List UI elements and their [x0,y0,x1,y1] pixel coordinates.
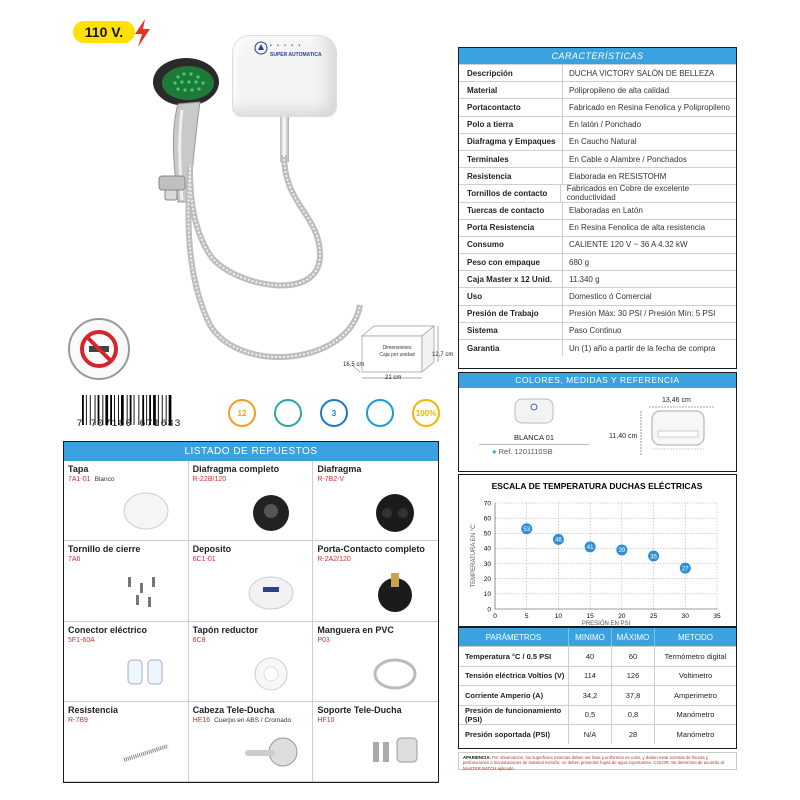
box-dims-caption [362,345,432,358]
part-image-icon [241,650,301,694]
characteristic-value: En Cable o Alambre / Ponchados [569,154,687,164]
part-description: Cuerpo en ABS / Cromado [214,716,292,724]
parameters-cell: Presión soportada (PSI) [459,725,569,744]
part-name: Deposito [192,544,232,555]
parameters-panel [458,627,737,749]
100-percent-badge [412,399,440,427]
part-card [313,702,438,782]
parameters-row [459,666,736,686]
y-tick-label: 20 [483,576,491,584]
characteristic-value: Paso Continuo [569,326,622,336]
x-tick-label: 30 [681,613,689,620]
characteristic-row [459,98,736,115]
part-image-icon [241,569,301,613]
parameters-header-cell: MÁXIMO [612,628,655,646]
parameters-table [459,628,736,744]
part-card [189,702,314,782]
parameters-cell: 126 [612,667,655,686]
badge-text: 3 [331,408,337,418]
parameters-cell: Corriente Amperio (A) [459,686,569,705]
heater-thumbnail-icon [511,397,557,427]
parameters-cell: 0,5 [569,706,612,725]
parameters-cell: Temperatura °C / 0.5 PSI [459,647,569,666]
characteristic-value: Fabricados en Cobre de excelente conductividad [566,184,690,203]
characteristic-key: Porta Resistencia [459,220,563,236]
characteristic-row [459,339,736,356]
water-drop-badge [366,399,394,427]
characteristic-key: Portacontacto [459,99,563,115]
characteristic-value: Elaborada en RESISTOHM [569,171,667,181]
box-depth-label: 16,5 cm [343,362,365,368]
part-name: Conector eléctrico [68,624,148,635]
y-tick-label: 70 [483,500,491,508]
part-name: Tornillo de cierre [68,544,141,555]
parameters-header-cell: MINIMO [569,628,612,646]
y-tick-label: 0 [487,606,491,614]
badge-text: 100% [415,408,437,418]
characteristic-value: Polipropileno de alta calidad [569,85,670,95]
reference-line [492,447,553,456]
part-card [313,461,438,541]
part-card [64,461,189,541]
part-code-value: HE16 [192,716,211,724]
box-width-label: 21 cm [385,375,402,381]
characteristic-row [459,236,736,253]
part-image-icon [365,489,425,533]
data-label: 39 [618,548,626,555]
y-tick-label: 50 [483,530,491,538]
appearance-footnote [458,752,737,770]
box-height-label: 12,7 cm [432,352,454,358]
part-code [317,476,434,483]
parameters-cell: 28 [612,725,655,744]
part-code [193,476,309,483]
parameters-row [459,724,736,744]
part-name: Diafragma completo [192,464,280,474]
color-dot-icon: ● [492,447,497,456]
parameters-row [459,705,736,725]
part-name: Cabeza Tele-Ducha [192,704,275,715]
parameters-header-row [459,628,736,646]
parts-grid [64,461,438,782]
heater-brand-label: SUPER AUTOMATICA [270,52,322,58]
box-dims-caption-line1: Dimensiones [382,345,412,351]
characteristic-key: Garantia [459,340,563,356]
part-card [189,541,314,621]
part-name: Manguera en PVC [317,624,394,635]
water-quality-badge [274,399,302,427]
parameters-cell: Voltimetro [678,671,713,681]
heater-dots: • • • • • [270,43,303,49]
x-tick-label: 35 [713,613,721,620]
data-label: 41 [586,545,594,552]
color-name: BLANCA 01 [479,433,589,445]
parameters-cell: Tensión eléctrica Voltios (V) [459,667,569,686]
colors-title: COLORES, MEDIDAS Y REFERENCIA [459,373,736,388]
part-name: Porta-Contacto completo [317,544,425,555]
data-label: 53 [523,527,531,534]
part-code [68,717,184,724]
part-image-icon [365,650,425,694]
characteristic-value: Elaboradas en Latón [569,206,643,216]
footnote-text: Por observación, las superficies externas deben ser lisas y uniformes en color, y deben estar exentas de fisuras y perforaciones o incrustaciones de material extraño, no deben presentar fugas de agua importantes. COLOR: Se determina de acuerdo al MASTER BATCH aplicado. [463,755,724,771]
characteristic-key: Uso [459,288,563,304]
characteristic-value: DUCHA VICTORY SALÓN DE BELLEZA [569,68,715,78]
part-code-value: R-22B/120 [192,476,227,483]
parameters-cell: 114 [569,667,612,686]
part-code [193,637,309,644]
characteristic-value: Presión Máx: 30 PSI / Presión Mín: 5 PSI [569,309,716,319]
parameters-header-cell: PARÁMETROS [459,628,569,646]
part-code [193,717,309,724]
voltage-label: 110 V. [84,24,124,40]
part-name: Soporte Tele-Ducha [317,704,402,715]
characteristics-panel [458,47,737,369]
part-image-icon [241,730,301,774]
characteristic-key: Presión de Trabajo [459,306,563,322]
characteristic-key: Terminales [459,151,563,167]
parts-list-panel [63,441,439,783]
characteristic-value: Fabricado en Resina Fenolica y Polipropileno [569,102,730,112]
parameters-cell: Termómetro digital [664,651,727,661]
brand-logo-icon [254,41,268,55]
characteristic-key: Tuercas de contacto [459,203,563,219]
parameters-cell: 37,8 [612,686,655,705]
chart-title: ESCALA DE TEMPERATURA DUCHAS ELÉCTRICAS [491,481,703,491]
x-tick-label: 10 [554,613,563,620]
part-image-icon [241,489,301,533]
characteristic-key: Consumo [459,237,563,253]
x-tick-label: 25 [649,613,658,620]
characteristic-row [459,253,736,270]
characteristic-row [459,287,736,304]
three-years-badge [320,399,348,427]
temperature-chart-panel [458,474,737,627]
part-card [189,461,314,541]
characteristic-value: Domestico ó Comercial [569,292,652,302]
parameters-cell: 0,8 [612,706,655,725]
front-height-label: 11,40 cm [609,433,638,440]
part-card [64,622,189,702]
ref-label: Ref. [498,447,513,456]
characteristic-row [459,150,736,167]
characteristics-table [459,64,736,356]
colors-panel [458,372,737,472]
part-code [68,476,184,483]
part-name: Diafragma [317,464,362,474]
part-description: Blanco [94,476,115,483]
part-code-value: 6C8 [192,636,206,644]
characteristic-value: 680 g [569,257,590,267]
barcode-number: 7 707180 671633 [76,419,182,430]
parameters-cell: N/A [569,725,612,744]
part-image-icon [116,730,176,774]
characteristic-key: Caja Master x 12 Unid. [459,271,563,287]
part-code-value: 6C1-01 [192,556,216,564]
characteristic-key: Sistema [459,323,563,339]
characteristic-value: Un (1) año a partir de la fecha de compra [569,343,716,353]
characteristic-key: Material [459,82,563,98]
characteristic-key: Descripción [459,65,563,81]
part-card [64,541,189,621]
characteristics-title: CARACTERÍSTICAS [459,48,736,64]
characteristic-row [459,81,736,98]
part-card [313,541,438,621]
parameters-cell: Amperimetro [674,690,717,700]
x-tick-label: 5 [524,613,529,620]
part-image-icon [365,569,425,613]
part-code [68,637,184,644]
no-tools-sticker [68,318,130,380]
characteristic-row [459,167,736,184]
part-code [317,556,434,563]
x-tick-label: 0 [493,613,497,620]
part-code-value: P03 [317,636,330,644]
parts-list-title: LISTADO DE REPUESTOS [64,442,438,461]
warranty-12-badge [228,399,256,427]
part-image-icon [116,569,176,613]
parameters-row [459,646,736,666]
characteristic-key: Diafragma y Empaques [459,134,563,150]
parameters-cell: Presión de funcionamiento (PSI) [459,706,569,725]
data-label: 46 [555,537,562,544]
part-image-icon [116,489,176,533]
ref-value: 1201110SB [514,447,553,456]
front-width-label: 13,46 cm [662,397,691,404]
characteristic-value: En Resina Fenolica de alta resistencia [569,223,706,233]
part-image-icon [365,730,425,774]
characteristic-key: Peso con empaque [459,254,563,270]
part-code-value: R-7B2-V [317,476,345,483]
part-name: Tapón reductor [192,624,258,635]
badge-text: 12 [237,408,247,418]
parameters-cell: 40 [569,647,612,666]
characteristic-value: 11.340 g [569,274,600,284]
part-card [313,622,438,702]
characteristic-row [459,322,736,339]
part-code [68,556,184,563]
part-code-value: HF10 [317,716,335,724]
y-tick-label: 30 [483,560,491,568]
x-axis-label: PRESIÓN EN PSI [581,621,631,625]
parameters-cell: Manómetro [676,729,715,739]
characteristic-row [459,270,736,287]
characteristic-key: Polo a tierra [459,117,563,133]
data-label: 35 [650,554,657,561]
parameters-cell: 34,2 [569,686,612,705]
part-name: Resistencia [68,704,119,715]
characteristic-key: Tornillos de contacto [459,185,561,201]
y-tick-label: 60 [483,515,491,523]
parameters-cell: Manómetro [676,710,715,720]
voltage-badge [73,21,135,43]
parameters-row [459,685,736,705]
characteristic-value: En latón / Ponchado [569,120,642,130]
part-code-value: 5F1-60A [68,636,95,644]
prohibited-icon [70,320,128,378]
part-code [317,717,434,724]
footnote-label: APARIENCIA: [463,755,491,760]
data-label: 27 [681,566,689,573]
box-dims-caption-line2: Caja por unidad [379,351,415,358]
part-name: Tapa [68,464,89,474]
characteristic-row [459,219,736,236]
part-code-value: 7A1-01 [68,476,91,483]
x-tick-label: 20 [618,613,626,620]
part-code [317,637,434,644]
characteristic-row [459,202,736,219]
parameters-header-cell: METODO [678,632,713,642]
parameters-cell: 60 [612,647,655,666]
characteristic-row [459,133,736,150]
part-code-value: R-7B9 [68,716,88,724]
characteristic-row [459,184,736,201]
x-tick-label: 15 [586,613,594,620]
y-tick-label: 40 [483,545,491,553]
part-card [64,702,189,782]
characteristic-key: Resistencia [459,168,563,184]
part-image-icon [116,650,176,694]
y-tick-label: 10 [483,591,491,599]
characteristic-value: CALIENTE 120 V ~ 36 A 4.32 kW [569,240,688,250]
part-code-value: R-2A2/120 [317,556,351,564]
characteristic-row [459,116,736,133]
part-code [193,556,309,563]
y-axis-label: TEMPERATURA EN °C [471,524,477,588]
part-code-value: 7A6 [68,556,81,564]
part-card [189,622,314,702]
characteristic-row [459,305,736,322]
temperature-chart [459,475,735,625]
lightning-icon [131,18,153,48]
characteristic-value: En Caucho Natural [569,137,637,147]
characteristic-row [459,64,736,81]
wall-holder-icon [155,170,195,210]
